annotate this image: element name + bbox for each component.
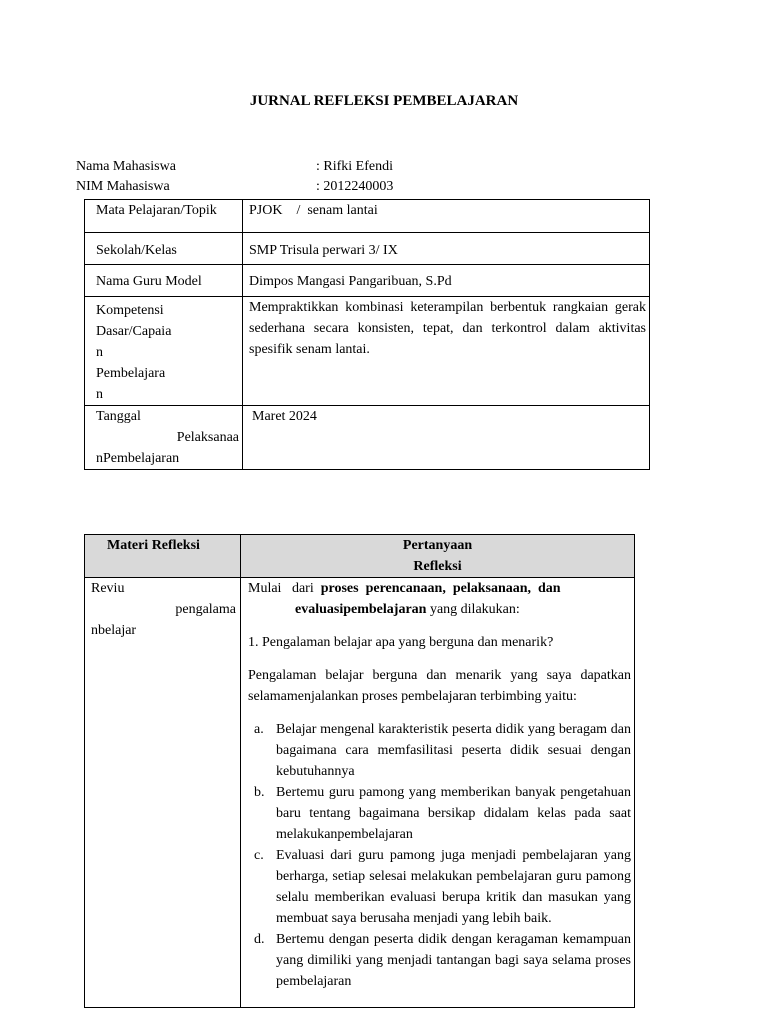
info-row-subject [85,200,650,233]
question-1: 1. Pengalaman belajar apa yang berguna dan menarik? [248,635,554,650]
list-marker: a. [254,722,264,737]
date-label-line: Pelaksanaa [176,430,239,445]
date-label-line: nPembelajaran [96,451,180,466]
list-marker: b. [254,785,265,800]
row-label-line: Reviu [91,581,125,596]
experience-list [248,719,631,992]
info-row-date [85,406,650,470]
list-item [248,782,631,845]
teacher-label: Nama Guru Model [85,265,243,297]
competency-value: Mempraktikkan kombinasi keterampilan berbentuk rangkaian gerak sederhana secara konsisten, tepat, dan terkontrol dalam aktivitas spesifik senam lantai. [243,297,650,406]
info-row-school [85,233,650,265]
list-item-text: Bertemu dengan peserta didik dengan keragaman kemampuan yang dimiliki yang menjadi tantangan bagi saya selama proses pembelajaran [276,932,631,989]
row-label-line: nbelajar [91,623,137,638]
student-name-label: Nama Mahasiswa [76,159,176,174]
list-marker: c. [254,848,264,863]
list-marker: d. [254,932,265,947]
competency-label-line: n [96,387,103,402]
date-value: Maret 2024 [243,406,650,470]
subject-value: PJOK / senam lantai [243,200,650,233]
reflection-intro-line2 [248,599,631,620]
competency-label-line: Pembelajara [96,366,166,381]
reflection-row [85,578,635,1008]
reflection-col2-header [241,535,635,578]
intro-prefix: Mulai dari [248,581,321,596]
student-name-value: : Rifki Efendi [316,159,393,174]
list-item-text: Bertemu guru pamong yang memberikan banyak pengetahuan baru tentang bagaimana bersikap didalam kelas pada saat melakukanpembelajaran [276,785,631,842]
teacher-value: Dimpos Mangasi Pangaribuan, S.Pd [243,265,650,297]
competency-label-line: Kompetensi [96,303,164,318]
competency-label-line: n [96,345,103,360]
intro-suffix: yang dilakukan: [426,602,520,617]
list-item-text: Evaluasi dari guru pamong juga menjadi pembelajaran yang berharga, setiap selesai melakukan pembelajaran guru pamong selalu memberikan evaluasi berupa kritik dan masukan yang membuat saya berusaha menjadi yang lebih baik. [276,848,631,926]
list-item [248,845,631,929]
date-label [85,406,243,470]
info-row-competency [85,297,650,406]
intro-bold-2: evaluasipembelajaran [295,602,427,617]
reflection-intro [248,578,631,599]
list-item [248,719,631,782]
student-nim-label: NIM Mahasiswa [76,179,170,194]
info-row-teacher [85,265,650,297]
reflection-table [84,534,635,1008]
reflection-content [241,578,635,1008]
student-nim-value: : 2012240003 [316,179,394,194]
row-label-line: pengalama [175,602,236,617]
reflection-col2-header-line: Pertanyaan [402,538,473,553]
list-item [248,929,631,992]
answer-intro: Pengalaman belajar berguna dan menarik yang saya dapatkan selamamenjalankan proses pembelajaran terbimbing yaitu: [248,668,631,704]
competency-label [85,297,243,406]
intro-bold-1: proses perencanaan, pelaksanaan, dan [320,581,561,596]
info-table [84,199,650,470]
date-label-line: Tanggal [96,409,141,424]
list-item-text: Belajar mengenal karakteristik peserta didik yang beragam dan bagaimana cara memfasilitasi peserta didik sesuai dengan kebutuhannya [276,722,631,779]
reflection-col1-header-text: Materi Refleksi [107,538,200,553]
reflection-row-label [85,578,241,1008]
reflection-header-row [85,535,635,578]
document-title: JURNAL REFLEKSI PEMBELAJARAN [249,93,519,109]
school-label: Sekolah/Kelas [85,233,243,265]
reflection-col1-header [85,535,241,578]
subject-label: Mata Pelajaran/Topik [85,200,243,233]
reflection-col2-header-line: Refleksi [413,559,462,574]
school-value: SMP Trisula perwari 3/ IX [243,233,650,265]
competency-label-line: Dasar/Capaia [96,324,172,339]
